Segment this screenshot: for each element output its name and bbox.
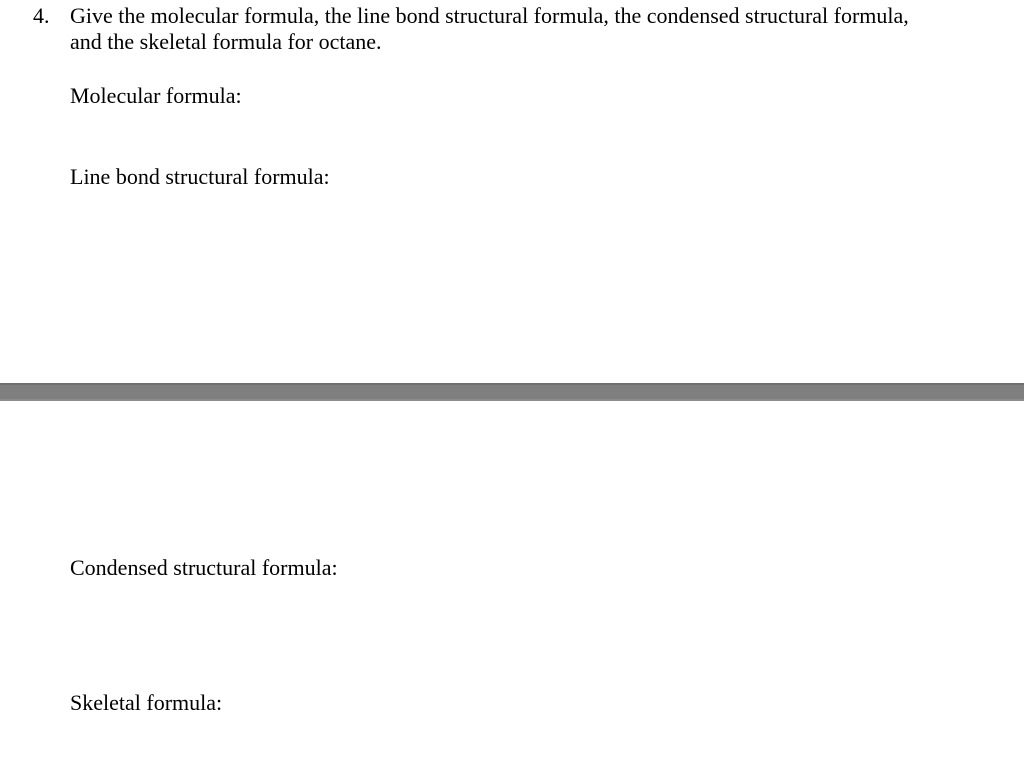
question-text-line: Give the molecular formula, the line bond structural formula, the condensed structural formula, [70,3,909,28]
question-text-line: and the skeletal formula for octane. [70,29,382,54]
page-break-divider [0,383,1024,401]
line-bond-formula-label: Line bond structural formula: [70,164,330,189]
question-number: 4. [33,3,50,28]
condensed-formula-label: Condensed structural formula: [70,555,338,580]
question-text [70,3,1010,55]
skeletal-formula-label: Skeletal formula: [70,690,223,715]
molecular-formula-label: Molecular formula: [70,83,242,108]
